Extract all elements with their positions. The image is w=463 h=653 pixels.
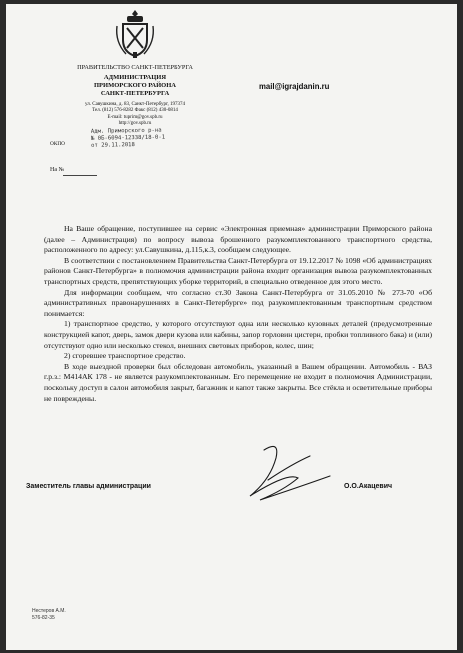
stamp-line: от 29.11.2018 — [91, 141, 135, 149]
stamp-line: № 0Б-6094-12338/18-0-1 — [90, 134, 166, 142]
body-paragraph: На Ваше обращение, поступившее на сервис «Электронная приемная» администрации Приморского района (далее – Администрация) по вопросу вывоза брошенного разукомплектованного транспортного средства, расположенного по адресу: ул.Савушкина, д.115,к.3, сообщаем следующее. — [44, 224, 432, 255]
stamp-line: Адм. Приморского р-на — [90, 127, 162, 135]
coat-of-arms-emblem — [114, 8, 156, 60]
recipient-email: mail@igrajdanin.ru — [259, 82, 330, 91]
address-block — [46, 102, 224, 127]
body-paragraph: 1) транспортное средство, у которого отсутствуют одна или несколько кузовных деталей (предусмотренные конструкцией капот, дверь, замок двери кузова или кабины, запор горловин цистерн, пробки топливного бака) и (или) отсутствуют одно или несколько стекол, внешних световых приборов, колес, шин; — [44, 319, 432, 350]
executor-name: Нестеров А.М. — [32, 608, 66, 614]
administration-line: ПРИМОРСКОГО РАЙОНА — [94, 82, 176, 89]
executor-info — [32, 608, 66, 621]
body-paragraph: Для информации сообщаем, что согласно ст.30 Закона Санкт-Петербурга от 31.05.2010 № 273-70 «Об административных правонарушениях в Санкт-Петербурге» под разукомплектованным транспортным средством понимается: — [44, 287, 432, 318]
okpo-label: ОКПО — [50, 141, 66, 147]
handwritten-signature — [202, 436, 352, 516]
reference-number-line — [63, 175, 97, 176]
body-paragraph: В ходе выездной проверки был обследован автомобиль, указанный в Вашем обращении. Автомобиль - ВАЗ г.р.з.: М414АК 178 - не является разукомплектованным. Его перемещение не входит в полномочия Администрации, поскольку доступ в салон автомобиля закрыт, багажник и капот также закрыты. Все стёкла и осветительные приборы не повреждены. — [44, 361, 432, 403]
letter-body — [44, 224, 432, 404]
registration-stamp — [91, 127, 187, 149]
administration-line: САНКТ-ПЕТЕРБУРГА — [100, 90, 170, 97]
administration-name — [46, 74, 224, 98]
website-line: http://gov.spb.ru — [118, 120, 152, 126]
signatory-name: О.О.Акацевич — [344, 483, 393, 490]
government-name: ПРАВИТЕЛЬСТВО САНКТ-ПЕТЕРБУРГА — [77, 64, 193, 71]
body-paragraph: 2) сгоревшее транспортное средство. — [64, 351, 186, 361]
body-paragraph: В соответствии с постановлением Правительства Санкт-Петербурга от 19.12.2017 № 1098 «Об администрациях районов Санкт-Петербурга» в полномочия администрации района входит организация вывоза разукомплектованных транспортных средств, препятствующих уборке территорий, в специально отведенное для этого место. — [44, 255, 432, 286]
executor-phone: 576-82-35 — [32, 614, 55, 621]
administration-line: АДМИНИСТРАЦИЯ — [103, 74, 167, 81]
email-line: E-mail: tuprim@gov.spb.ru — [107, 114, 163, 120]
address-line: ул. Савушкина, д. 83, Санкт-Петербург, 197374 — [85, 102, 185, 107]
signatory-position: Заместитель главы администрации — [26, 483, 151, 490]
phone-fax-line: Тел. (812) 576-8282 Факс (812) 430-0814 — [92, 108, 178, 114]
letter-page — [6, 4, 457, 650]
reference-number-label: На № — [50, 167, 65, 173]
